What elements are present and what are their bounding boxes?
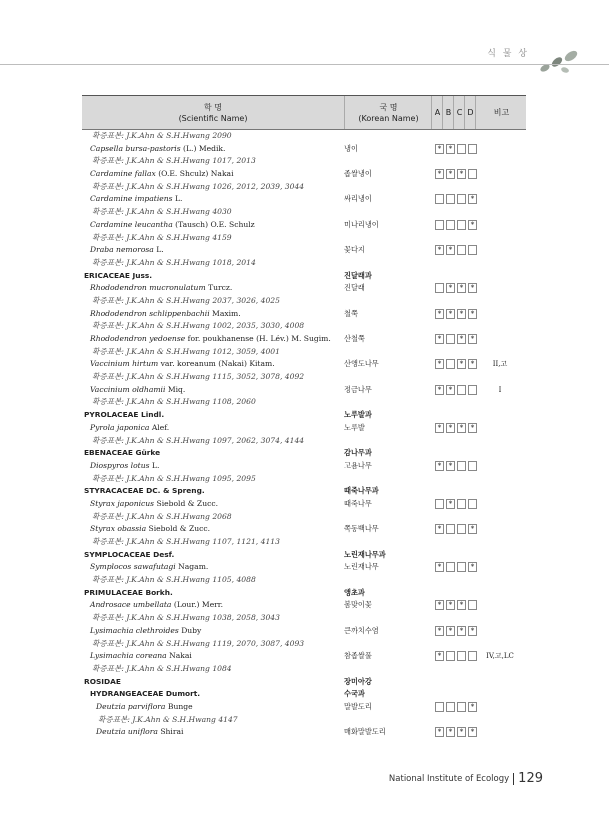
scientific-name: 확증표본: J.K.Ahn & S.H.Hwang 1107, 1121, 4113 bbox=[92, 537, 280, 546]
author: (L.) Medik. bbox=[183, 143, 226, 153]
occurrence-cell-c bbox=[457, 499, 466, 509]
occurrence-cell-a: * bbox=[435, 626, 444, 636]
scientific-name: PRIMULACEAE Borkh. bbox=[84, 587, 173, 597]
binomial: Vaccinium hirtum bbox=[90, 359, 159, 369]
occurrence-cell-b bbox=[446, 702, 455, 712]
occurrence-cell-a: * bbox=[435, 423, 444, 433]
occurrence-cell-c bbox=[457, 524, 466, 534]
binomial: Lysimachia coreana bbox=[90, 651, 167, 661]
korean-name: 진달래과 bbox=[344, 270, 372, 280]
binomial: Styrax japonicus bbox=[90, 498, 155, 508]
korean-name: 꽃다지 bbox=[344, 245, 365, 255]
occurrence-cell-c bbox=[457, 562, 466, 572]
voucher-row bbox=[82, 612, 526, 625]
occurrence-cell-b: * bbox=[446, 245, 455, 255]
occurrence-cell-b: * bbox=[446, 423, 455, 433]
voucher-row bbox=[82, 155, 526, 168]
species-row bbox=[82, 244, 526, 257]
korean-name: 철쭉 bbox=[344, 308, 358, 318]
author: Nagam. bbox=[178, 562, 209, 572]
occurrence-cell-a: * bbox=[435, 334, 444, 344]
korean-name: 진달래 bbox=[344, 283, 365, 293]
scientific-name: 확증표본: J.K.Ahn & S.H.Hwang 1084 bbox=[92, 663, 232, 673]
voucher-row bbox=[82, 232, 526, 245]
binomial: Deutzia parviflora bbox=[96, 701, 166, 711]
binomial: Rhododendron mucronulatum bbox=[90, 283, 206, 293]
occurrence-cell-a bbox=[435, 283, 444, 293]
binomial: Deutzia uniflora bbox=[96, 727, 158, 737]
scientific-name bbox=[90, 523, 210, 536]
occurrence-cell-b bbox=[446, 334, 455, 344]
occurrence-cell-c: * bbox=[457, 169, 466, 179]
occurrence-cell-b: * bbox=[446, 144, 455, 154]
author: Maxim. bbox=[212, 308, 241, 318]
occurrence-cell-c: * bbox=[457, 423, 466, 433]
voucher-row bbox=[82, 346, 526, 359]
scientific-name: 확증표본: J.K.Ahn & S.H.Hwang 2068 bbox=[92, 511, 232, 521]
occurrence-cell-d bbox=[468, 600, 477, 610]
occurrence-cell-b bbox=[446, 651, 455, 661]
occurrence-cell-d bbox=[468, 169, 477, 179]
species-row bbox=[82, 726, 526, 739]
voucher-row bbox=[82, 295, 526, 308]
family-row bbox=[82, 485, 526, 498]
voucher-row bbox=[82, 396, 526, 409]
page-number: 129 bbox=[518, 771, 543, 786]
scientific-name bbox=[90, 244, 164, 257]
family-row bbox=[82, 549, 526, 562]
scientific-name: 확증표본: J.K.Ahn & S.H.Hwang 1115, 3052, 3078, 4092 bbox=[92, 372, 305, 382]
occurrence-cell-a: * bbox=[435, 245, 444, 255]
occurrence-cell-b: * bbox=[446, 283, 455, 293]
occurrence-cell-c bbox=[457, 220, 466, 230]
occurrence-cell-d bbox=[468, 245, 477, 255]
species-row bbox=[82, 358, 526, 371]
binomial: Cardamine leucantha bbox=[90, 219, 173, 229]
korean-name: 싸리냉이 bbox=[344, 194, 372, 204]
scientific-name bbox=[90, 422, 169, 435]
species-row bbox=[82, 219, 526, 232]
voucher-row bbox=[82, 511, 526, 524]
occurrence-cell-d: * bbox=[468, 220, 477, 230]
occurrence-cell-b: * bbox=[446, 385, 455, 395]
species-row bbox=[82, 523, 526, 536]
family-row bbox=[82, 587, 526, 600]
species-row bbox=[82, 193, 526, 206]
occurrence-cell-c bbox=[457, 461, 466, 471]
scientific-name bbox=[96, 726, 183, 739]
occurrence-cell-d: * bbox=[468, 423, 477, 433]
korean-name: 노루발 bbox=[344, 422, 365, 432]
flora-table bbox=[82, 95, 526, 739]
voucher-row bbox=[82, 320, 526, 333]
family-row bbox=[82, 676, 526, 689]
scientific-name bbox=[90, 650, 192, 663]
scientific-name bbox=[90, 498, 218, 511]
author: Siebold & Zucc. bbox=[148, 524, 211, 534]
korean-name: 때죽나무 bbox=[344, 498, 372, 508]
family-row bbox=[82, 688, 526, 701]
occurrence-cell-b bbox=[446, 220, 455, 230]
korean-name: 큰까치수염 bbox=[344, 625, 379, 635]
author: Bunge bbox=[167, 701, 193, 711]
scientific-name: 확증표본: J.K.Ahn & S.H.Hwang 1095, 2095 bbox=[92, 473, 256, 483]
occurrence-cell-b: * bbox=[446, 309, 455, 319]
species-row bbox=[82, 333, 526, 346]
author: L. bbox=[151, 460, 160, 470]
voucher-row bbox=[82, 130, 526, 143]
author: Siebold & Zucc. bbox=[156, 498, 219, 508]
scientific-name bbox=[90, 561, 208, 574]
scientific-name: ERICACEAE Juss. bbox=[84, 270, 153, 280]
occurrence-cell-c: * bbox=[457, 334, 466, 344]
occurrence-cell-d: * bbox=[468, 702, 477, 712]
species-row bbox=[82, 625, 526, 638]
occurrence-cell-a bbox=[435, 499, 444, 509]
header-col-d: D bbox=[464, 96, 476, 129]
korean-name: 냉이 bbox=[344, 143, 358, 153]
header-divider bbox=[0, 64, 609, 65]
binomial: Draba nemorosa bbox=[90, 245, 154, 255]
species-row bbox=[82, 460, 526, 473]
voucher-row bbox=[82, 638, 526, 651]
author: Nakai bbox=[169, 651, 192, 661]
occurrence-cell-a: * bbox=[435, 385, 444, 395]
footer-institute: National Institute of Ecology bbox=[388, 774, 510, 784]
korean-name: 쪽동백나무 bbox=[344, 524, 379, 534]
occurrence-cell-a bbox=[435, 194, 444, 204]
occurrence-cell-a: * bbox=[435, 309, 444, 319]
occurrence-cell-d: * bbox=[468, 334, 477, 344]
occurrence-cell-d: * bbox=[468, 562, 477, 572]
occurrence-cell-c bbox=[457, 245, 466, 255]
author: (O.E. Shculz) Nakai bbox=[158, 169, 234, 179]
occurrence-cell-c bbox=[457, 194, 466, 204]
footer-separator bbox=[513, 773, 514, 785]
binomial: Symplocos sawafutagi bbox=[90, 562, 176, 572]
korean-name: 앵초과 bbox=[344, 587, 365, 597]
header-korean-name: 국 명 (Korean Name) bbox=[344, 96, 432, 129]
occurrence-cell-a: * bbox=[435, 144, 444, 154]
occurrence-cell-c: * bbox=[457, 359, 466, 369]
author: Duby bbox=[181, 625, 202, 635]
binomial: Rhododendron schlippenbachii bbox=[90, 308, 210, 318]
scientific-name bbox=[90, 333, 331, 346]
occurrence-cell-b: * bbox=[446, 169, 455, 179]
header-note: 비고 bbox=[475, 96, 527, 129]
species-row bbox=[82, 143, 526, 156]
header-col-b: B bbox=[442, 96, 454, 129]
occurrence-cell-d bbox=[468, 499, 477, 509]
binomial: Diospyros lotus bbox=[90, 460, 150, 470]
occurrence-cell-c bbox=[457, 385, 466, 395]
scientific-name bbox=[90, 308, 241, 321]
korean-name: 노린재나무 bbox=[344, 562, 379, 572]
scientific-name bbox=[90, 599, 223, 612]
scientific-name: 확증표본: J.K.Ahn & S.H.Hwang 1012, 3059, 4001 bbox=[92, 346, 280, 356]
scientific-name: 확증표본: J.K.Ahn & S.H.Hwang 1097, 2062, 3074, 4144 bbox=[92, 435, 305, 445]
family-row bbox=[82, 409, 526, 422]
header-scientific-name: 학 명 (Scientific Name) bbox=[178, 102, 248, 123]
scientific-name bbox=[90, 219, 255, 232]
scientific-name bbox=[90, 625, 201, 638]
species-row bbox=[82, 561, 526, 574]
occurrence-cell-d: * bbox=[468, 626, 477, 636]
occurrence-cell-b: * bbox=[446, 600, 455, 610]
occurrence-cell-c: * bbox=[457, 283, 466, 293]
species-row bbox=[82, 498, 526, 511]
scientific-name: 확증표본: J.K.Ahn & S.H.Hwang 1002, 2035, 3030, 4008 bbox=[92, 321, 305, 331]
occurrence-cell-d: * bbox=[468, 283, 477, 293]
occurrence-cell-a bbox=[435, 702, 444, 712]
occurrence-cell-c: * bbox=[457, 626, 466, 636]
scientific-name: 확증표본: J.K.Ahn & S.H.Hwang 1017, 2013 bbox=[92, 156, 256, 166]
scientific-name: STYRACACEAE DC. & Spreng. bbox=[84, 486, 205, 496]
table-header bbox=[82, 95, 526, 130]
author: Alef. bbox=[151, 422, 170, 432]
korean-name: 고욤나무 bbox=[344, 460, 372, 470]
occurrence-cell-b bbox=[446, 359, 455, 369]
occurrence-cell-c: * bbox=[457, 727, 466, 737]
scientific-name: 확증표본: J.K.Ahn & S.H.Hwang 1018, 2014 bbox=[92, 257, 256, 267]
note-cell: IV,고,LC bbox=[486, 652, 514, 661]
occurrence-cell-d: * bbox=[468, 309, 477, 319]
scientific-name bbox=[90, 358, 275, 371]
occurrence-cell-c: * bbox=[457, 600, 466, 610]
binomial: Cardamine fallax bbox=[90, 169, 156, 179]
occurrence-cell-b: * bbox=[446, 727, 455, 737]
voucher-row bbox=[82, 181, 526, 194]
voucher-row bbox=[82, 536, 526, 549]
occurrence-cell-d: * bbox=[468, 727, 477, 737]
scientific-name: 확증표본: J.K.Ahn & S.H.Hwang 4147 bbox=[98, 714, 238, 724]
scientific-name bbox=[90, 384, 185, 397]
occurrence-cell-d: * bbox=[468, 194, 477, 204]
occurrence-cell-d bbox=[468, 461, 477, 471]
occurrence-cell-a: * bbox=[435, 359, 444, 369]
header-col-a: A bbox=[431, 96, 443, 129]
binomial: Cardamine impatiens bbox=[90, 194, 173, 204]
author: L. bbox=[156, 245, 164, 255]
note-cell: I bbox=[498, 385, 502, 394]
korean-name: 노린재나무과 bbox=[344, 549, 386, 559]
species-row bbox=[82, 701, 526, 714]
author: Shirai bbox=[160, 727, 184, 737]
occurrence-cell-c bbox=[457, 144, 466, 154]
scientific-name: ROSIDAE bbox=[84, 676, 121, 686]
occurrence-cell-a: * bbox=[435, 727, 444, 737]
korean-name: 매화말발도리 bbox=[344, 727, 386, 737]
binomial: Vaccinium oldhamii bbox=[90, 384, 166, 394]
species-row bbox=[82, 650, 526, 663]
section-label: 식 물 상 bbox=[487, 49, 529, 59]
scientific-name: 확증표본: J.K.Ahn & S.H.Hwang 2037, 3026, 4025 bbox=[92, 295, 280, 305]
occurrence-cell-d: * bbox=[468, 359, 477, 369]
voucher-row bbox=[82, 371, 526, 384]
voucher-row bbox=[82, 257, 526, 270]
family-row bbox=[82, 447, 526, 460]
family-row bbox=[82, 270, 526, 283]
scientific-name: 확증표본: J.K.Ahn & S.H.Hwang 1119, 2070, 3087, 4093 bbox=[92, 638, 305, 648]
occurrence-cell-b bbox=[446, 524, 455, 534]
occurrence-cell-c bbox=[457, 651, 466, 661]
species-row bbox=[82, 168, 526, 181]
korean-name: 노루발과 bbox=[344, 410, 372, 420]
scientific-name bbox=[96, 701, 193, 714]
binomial: Rhododendron yedoense bbox=[90, 334, 186, 343]
occurrence-cell-b: * bbox=[446, 461, 455, 471]
species-row bbox=[82, 422, 526, 435]
scientific-name bbox=[90, 193, 182, 206]
occurrence-cell-a: * bbox=[435, 562, 444, 572]
occurrence-cell-b bbox=[446, 562, 455, 572]
scientific-name: 확증표본: J.K.Ahn & S.H.Hwang 1038, 2058, 3043 bbox=[92, 613, 280, 623]
occurrence-cell-a bbox=[435, 220, 444, 230]
korean-name: 산앵도나무 bbox=[344, 359, 379, 369]
voucher-row bbox=[82, 473, 526, 486]
scientific-name bbox=[90, 460, 159, 473]
occurrence-cell-a: * bbox=[435, 461, 444, 471]
occurrence-cell-b bbox=[446, 194, 455, 204]
occurrence-cell-a: * bbox=[435, 169, 444, 179]
voucher-row bbox=[82, 435, 526, 448]
scientific-name: 확증표본: J.K.Ahn & S.H.Hwang 4159 bbox=[92, 232, 232, 242]
species-row bbox=[82, 308, 526, 321]
occurrence-cell-d: * bbox=[468, 524, 477, 534]
author: L. bbox=[175, 194, 183, 204]
voucher-row bbox=[82, 714, 526, 727]
korean-name: 말발도리 bbox=[344, 701, 372, 711]
binomial: Styrax obassia bbox=[90, 524, 147, 534]
voucher-row bbox=[82, 206, 526, 219]
author: (Tausch) O.E. Schulz bbox=[175, 219, 255, 229]
author: (Lour.) Merr. bbox=[173, 600, 224, 610]
scientific-name: HYDRANGEACEAE Dumort. bbox=[90, 689, 201, 699]
scientific-name bbox=[90, 168, 234, 181]
scientific-name bbox=[90, 282, 232, 295]
scientific-name: 확증표본: J.K.Ahn & S.H.Hwang 1026, 2012, 2039, 3044 bbox=[92, 181, 305, 191]
voucher-row bbox=[82, 663, 526, 676]
scientific-name: EBENACEAE Gürke bbox=[84, 448, 161, 458]
scientific-name: 확증표본: J.K.Ahn & S.H.Hwang 1105, 4088 bbox=[92, 575, 256, 585]
scientific-name bbox=[90, 143, 225, 156]
occurrence-cell-a: * bbox=[435, 524, 444, 534]
korean-name: 감나무과 bbox=[344, 448, 372, 458]
species-row bbox=[82, 282, 526, 295]
korean-name: 산철쭉 bbox=[344, 334, 365, 343]
occurrence-cell-b: * bbox=[446, 626, 455, 636]
author: var. koreanum (Nakai) Kitam. bbox=[160, 359, 275, 369]
voucher-row bbox=[82, 574, 526, 587]
occurrence-cell-c bbox=[457, 702, 466, 712]
scientific-name: SYMPLOCACEAE Desf. bbox=[84, 549, 175, 559]
scientific-name: 확증표본: J.K.Ahn & S.H.Hwang 2090 bbox=[92, 131, 232, 140]
occurrence-cell-c: * bbox=[457, 309, 466, 319]
scientific-name: 확증표본: J.K.Ahn & S.H.Hwang 4030 bbox=[92, 207, 232, 217]
occurrence-cell-d bbox=[468, 144, 477, 154]
author: Turcz. bbox=[208, 283, 233, 293]
korean-name: 봄맞이꽃 bbox=[344, 600, 372, 610]
scientific-name: PYROLACEAE Lindl. bbox=[84, 410, 165, 420]
scientific-name: 확증표본: J.K.Ahn & S.H.Hwang 1108, 2060 bbox=[92, 397, 256, 407]
binomial: Capsella bursa-pastoris bbox=[90, 143, 181, 153]
korean-name: 수국과 bbox=[344, 689, 365, 699]
korean-name: 참좁쌀풀 bbox=[344, 651, 372, 661]
occurrence-cell-b: * bbox=[446, 499, 455, 509]
note-cell: II,고 bbox=[492, 360, 508, 369]
header-col-c: C bbox=[453, 96, 465, 129]
korean-name: 좁쌀냉이 bbox=[344, 169, 372, 179]
species-row bbox=[82, 599, 526, 612]
occurrence-cell-a: * bbox=[435, 600, 444, 610]
species-row bbox=[82, 384, 526, 397]
author: for. poukhanense (H. Lév.) M. Sugim. bbox=[187, 334, 331, 343]
page-footer bbox=[389, 771, 543, 786]
korean-name: 정금나무 bbox=[344, 384, 372, 394]
korean-name: 장미아강 bbox=[344, 676, 372, 686]
binomial: Pyrola japonica bbox=[90, 422, 150, 432]
korean-name: 때죽나무과 bbox=[344, 486, 379, 496]
table-body bbox=[82, 130, 526, 739]
occurrence-cell-a: * bbox=[435, 651, 444, 661]
binomial: Lysimachia clethroides bbox=[90, 625, 179, 635]
binomial: Androsace umbellata bbox=[90, 600, 172, 610]
author: Miq. bbox=[167, 384, 186, 394]
korean-name: 미나리냉이 bbox=[344, 219, 379, 229]
